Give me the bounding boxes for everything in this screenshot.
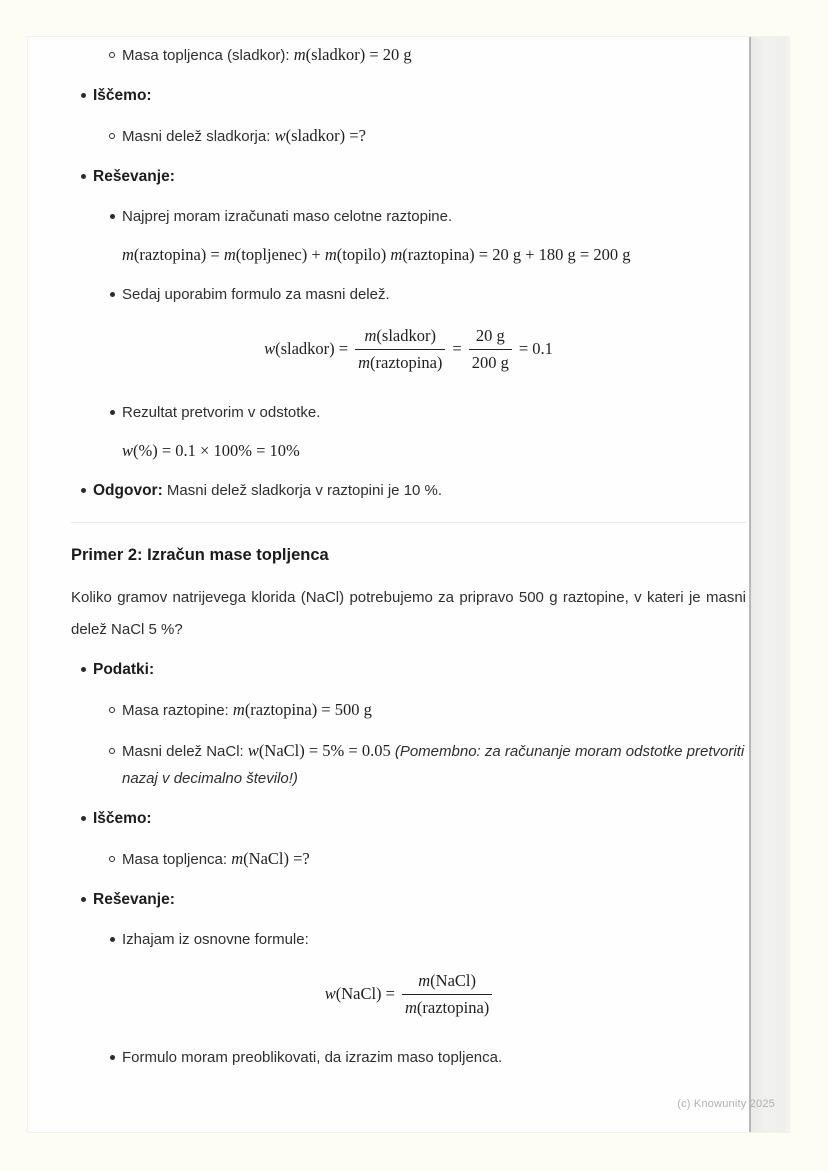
- math-line-percent: w(%) = 0.1 × 100% = 10%: [122, 441, 300, 460]
- fraction-numerator: 20 g: [469, 326, 512, 350]
- fraction: [355, 326, 445, 373]
- list-item-odgovor: [71, 477, 746, 504]
- section-divider: [71, 522, 746, 523]
- list-item-text: Iščemo:: [93, 810, 152, 827]
- fraction-numerator: m(sladkor): [355, 326, 445, 350]
- list-item-mass-topljenca: [71, 41, 746, 69]
- list-item-masni-delez-nacl: [71, 737, 746, 792]
- bullet-disc-icon: [102, 281, 122, 297]
- list-item-text: Masa raztopine: m(raztopina) = 500 g: [122, 700, 372, 719]
- list-item-text: Reševanje:: [93, 168, 175, 185]
- bullet-disc-icon: [102, 1044, 122, 1060]
- section-heading-primer-2: Primer 2: Izračun mase topljenca: [71, 546, 329, 564]
- formula-rhs: = 0.1: [518, 339, 553, 358]
- fraction: [402, 971, 492, 1018]
- list-item-text: Reševanje:: [93, 891, 175, 908]
- list-item-izhajam: [71, 926, 746, 953]
- list-item-iscemo-2: [71, 805, 746, 832]
- list-item-masni-delez-sladkorja: [71, 122, 746, 150]
- list-item-text: Rezultat pretvorim v odstotke.: [122, 404, 321, 421]
- fraction-denominator: 200 g: [471, 352, 509, 372]
- list-item-text: Sedaj uporabim formulo za masni delež.: [122, 286, 390, 303]
- formula-equals: =: [452, 339, 462, 358]
- bullet-disc-icon: [102, 399, 122, 415]
- fraction: [469, 326, 512, 373]
- list-item-formulo-preoblikovati: [71, 1044, 746, 1071]
- bullet-circle-icon: [102, 696, 122, 713]
- bullet-circle-icon: [102, 41, 122, 58]
- list-item-text: Iščemo:: [93, 87, 152, 104]
- fraction-denominator: m(raztopina): [358, 352, 443, 372]
- bullet-disc-icon: [102, 926, 122, 942]
- list-item-iscemo-1: [71, 82, 746, 109]
- list-item-resevanje-2: [71, 886, 746, 913]
- list-item-text: Masni delež sladkorja: w(sladkor) =?: [122, 126, 366, 145]
- bullet-disc-icon: [73, 886, 93, 902]
- list-item-step-1: [71, 203, 746, 230]
- formula-mass-fraction-example2: [71, 966, 746, 1022]
- list-item-masa-topljenca-nacl: [71, 845, 746, 873]
- formula-lhs: w(sladkor) =: [264, 339, 349, 358]
- bullet-circle-icon: [102, 737, 122, 754]
- bullet-disc-icon: [102, 203, 122, 219]
- math-line-raztopina-sum: m(raztopina) = m(topljenec) + m(topilo) m(raztopina) = 20 g + 180 g = 200 g: [122, 245, 631, 264]
- list-item-text: Formulo moram preoblikovati, da izrazim maso topljenca.: [122, 1049, 503, 1066]
- list-item-text: Masni delež NaCl: w(NaCl) = 5% = 0.05 (Pomembno: za računanje moram odstotke pretvoriti nazaj v decimalno število!): [122, 741, 745, 787]
- bullet-disc-icon: [73, 82, 93, 98]
- bullet-disc-icon: [73, 805, 93, 821]
- list-item-text: Odgovor: Masni delež sladkorja v raztopini je 10 %.: [93, 482, 443, 499]
- list-item-text: Izhajam iz osnovne formule:: [122, 931, 309, 948]
- bullet-circle-icon: [102, 122, 122, 139]
- list-item-step-3: [71, 399, 746, 426]
- bullet-disc-icon: [73, 477, 93, 493]
- list-item-text: Podatki:: [93, 661, 155, 678]
- list-item-masa-raztopine: [71, 696, 746, 724]
- fraction-denominator: m(raztopina): [404, 997, 490, 1017]
- list-item-step-2: [71, 281, 746, 308]
- formula-lhs: w(NaCl) =: [324, 984, 395, 1003]
- formula-mass-fraction-example1: [71, 321, 746, 377]
- watermark: (c) Knowunity 2025: [677, 1098, 775, 1110]
- list-item-podatki: [71, 656, 746, 683]
- list-item-text: Masa topljenca: m(NaCl) =?: [122, 849, 310, 868]
- fraction-numerator: m(NaCl): [402, 971, 492, 995]
- important-note: (Pomembno: za računanje moram odstotke pretvoriti nazaj v decimalno število!): [122, 743, 745, 787]
- list-item-resevanje-1: [71, 163, 746, 190]
- bullet-circle-icon: [102, 845, 122, 862]
- document-page: [27, 36, 790, 1133]
- problem-statement: Koliko gramov natrijevega klorida (NaCl) potrebujemo za pripravo 500 g raztopine, v kateri je masni delež NaCl 5 %?: [71, 589, 746, 638]
- bullet-disc-icon: [73, 163, 93, 179]
- list-item-text: Najprej moram izračunati maso celotne raztopine.: [122, 208, 453, 225]
- scrollbar-track[interactable]: [749, 37, 789, 1132]
- bullet-disc-icon: [73, 656, 93, 672]
- document-content: [71, 41, 746, 1084]
- list-item-text: Masa topljenca (sladkor): m(sladkor) = 20 g: [122, 45, 412, 64]
